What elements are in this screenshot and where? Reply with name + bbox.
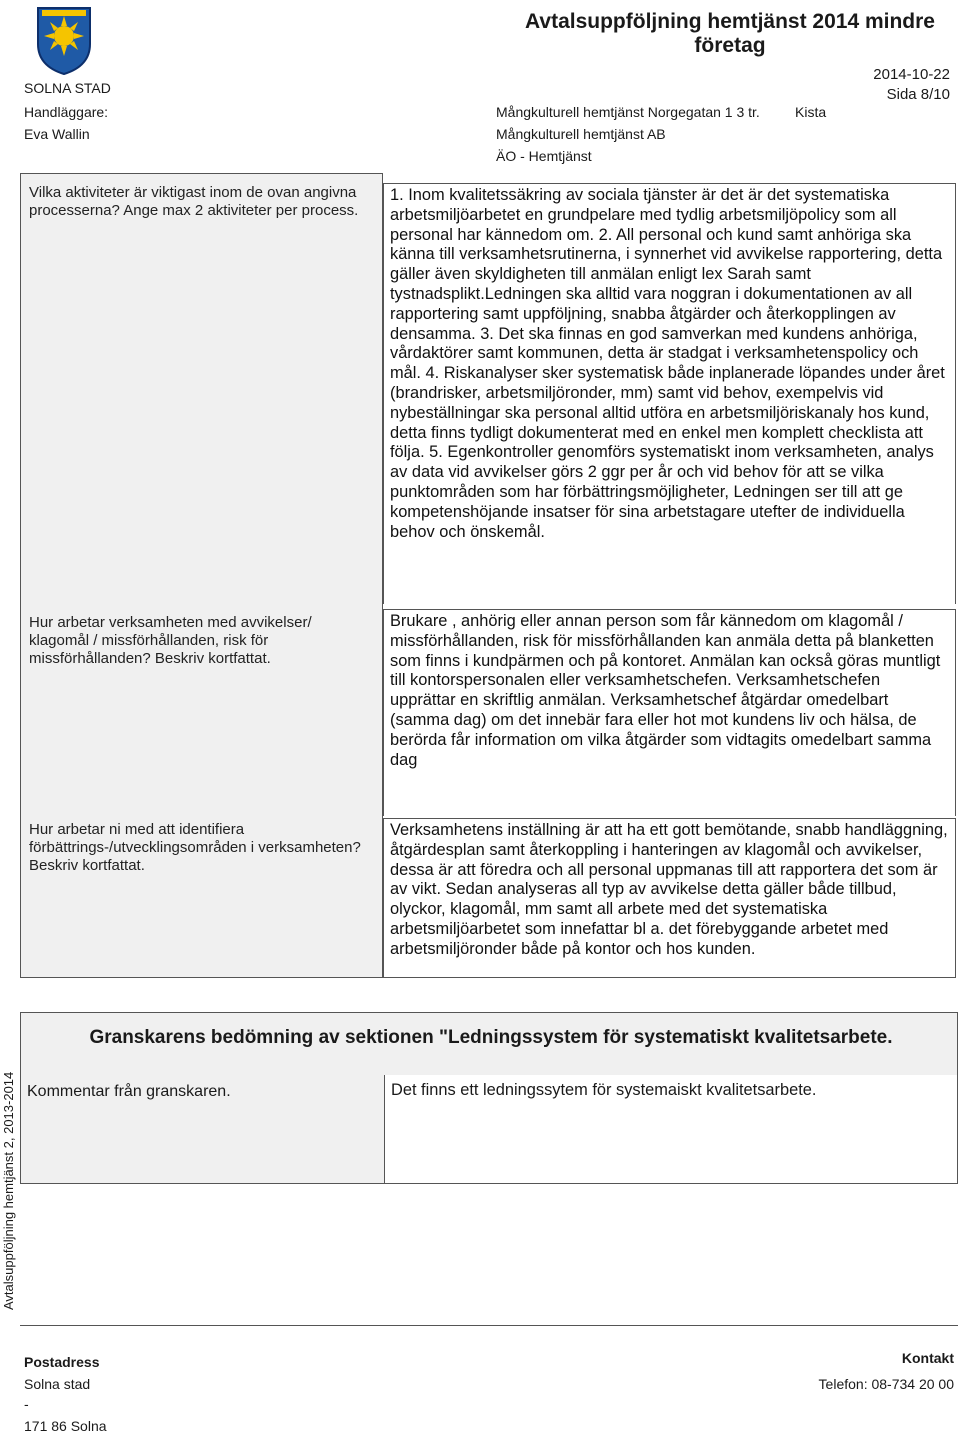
answer-text: Brukare , anhörig eller annan person som får kännedom om klagomål / missförhållanden, risk för missförhållanden kan anmäla detta på blanketten som finns i kundpärmen och på kontoret. Anmälan kan också göras muntligt till kontorspersonalen eller verksamhetschefen. Verksamhetschefen upprättar en skriftlig anmälan. Verksamhetschef åtgärdar omedelbart (samma dag) om det innebär fara eller hot mot kundens liv och hälsa, de berörda får information om vilka åtgärder som vidtagits omedelbart samma dag bbox=[390, 612, 941, 769]
solna-coat-of-arms-logo bbox=[34, 4, 94, 76]
document-date: 2014-10-22 bbox=[873, 66, 950, 83]
footer-dash: - bbox=[24, 1396, 29, 1412]
review-section bbox=[20, 1012, 958, 1184]
document-title: Avtalsuppföljning hemtjänst 2014 mindre företag bbox=[525, 10, 935, 57]
answer-deviations bbox=[383, 609, 956, 816]
footer-postadress-line1: Solna stad bbox=[24, 1376, 91, 1392]
page-number: Sida 8/10 bbox=[886, 86, 950, 103]
footer-postadress-label: Postadress bbox=[24, 1354, 100, 1370]
review-comment-label: Kommentar från granskaren. bbox=[27, 1083, 231, 1100]
answer-improvements bbox=[383, 818, 956, 978]
answer-text: Verksamhetens inställning är att ha ett gott bemötande, snabb handläggning, åtgärdesplan samt återkoppling i hanteringen av klagomål och avvikelser, dessa är att föredra och all personal uppmanas till att rapportera det som är av vikt. Sedan analyseras all typ av avvikelse detta gäller både tillbud, olyckor, klagomål, mm samt all arbete med det systematiska arbetsmiljöarbetet som innefattar bl a. det förebyggande arbetet med arbetsmiljöronder både på kontor och hos kunden. bbox=[390, 821, 948, 958]
footer-kontakt-label: Kontakt bbox=[901, 1350, 954, 1366]
side-vertical-text: Avtalsuppföljning hemtjänst 2, 2013-2014 bbox=[1, 1071, 16, 1310]
org-name: SOLNA STAD bbox=[24, 80, 111, 96]
questions-column bbox=[20, 173, 383, 978]
handlaggare-label: Handläggare: bbox=[24, 104, 109, 120]
footer-postadress-line2: 171 86 Solna bbox=[24, 1418, 107, 1434]
answer-text: 1. Inom kvalitetssäkring av sociala tjänster är det är det systematiska arbetsmiljöarbetet en grundpelare med tydlig arbetsmiljöpolicy som all personal har kännedom om. 2. All personal och kund samt anhöriga ska känna till verksamhetsrutinerna, i synnerhet vid avvikelse rapportering, detta gäller även skyldigheten till anmälan enligt lex Sarah samt tystnadsplikt.Ledningen ska alltid vara noggran i dokumentationen av all rapportering samt uppföljning, snabba åtgärder och återkopplingen av densamma. 3. Det ska finnas en god samverkan med kundens anhöriga, vårdaktörer samt kommunen, detta är stadgat i verksamhetenspolicy och mål. 4. Riskanalyser sker systematisk både inplanerade löpandes under året (brandrisker, arbetsmiljöronder, mm) samt vid behov, exempelvis vid nybeställningar ska personal alltid utföra en arbetsmiljöriskanaly hos kund, detta finns tydligt dokumenterat med en enkel men komplett checklista att följa. 5. Egenkontroller genomförs systematiskt inom verksamheten, analys av data vid avvikelser görs 2 ggr per år och vid behov för att se vilka punktområden som har förbättringsmöjligheter, Ledningen ser till att ge kompetenshöjande insatser för sina arbetstagare utefter de individuella behov och önskemål. bbox=[390, 186, 945, 541]
review-comment: Det finns ett ledningssytem för systemaiskt kvalitetsarbete. bbox=[384, 1075, 957, 1183]
footer-divider bbox=[20, 1325, 958, 1326]
unit-address: Mångkulturell hemtjänst Norgegatan 1 3 tr. bbox=[496, 104, 760, 120]
handlaggare-name: Eva Wallin bbox=[24, 126, 90, 142]
question-deviations: Hur arbetar verksamheten med avvikelser/ klagomål / missförhållanden, risk för missförhållanden? Beskriv kortfattat. bbox=[29, 614, 312, 667]
unit-type: ÄO - Hemtjänst bbox=[496, 148, 592, 164]
question-key-activities: Vilka aktiviteter är viktigast inom de ovan angivna processerna? Ange max 2 aktiviteter per process. bbox=[29, 184, 359, 219]
review-title: Granskarens bedömning av sektionen "Ledningssystem för systematiskt kvalitetsarbete. bbox=[89, 1027, 893, 1048]
question-improvements: Hur arbetar ni med att identifiera förbättrings-/utvecklingsområden i verksamheten? Beskriv kortfattat. bbox=[29, 821, 361, 874]
footer-telefon: Telefon: 08-734 20 00 bbox=[818, 1376, 954, 1392]
answer-key-activities bbox=[383, 183, 956, 604]
unit-company: Mångkulturell hemtjänst AB bbox=[496, 126, 666, 142]
unit-city: Kista bbox=[795, 104, 827, 120]
